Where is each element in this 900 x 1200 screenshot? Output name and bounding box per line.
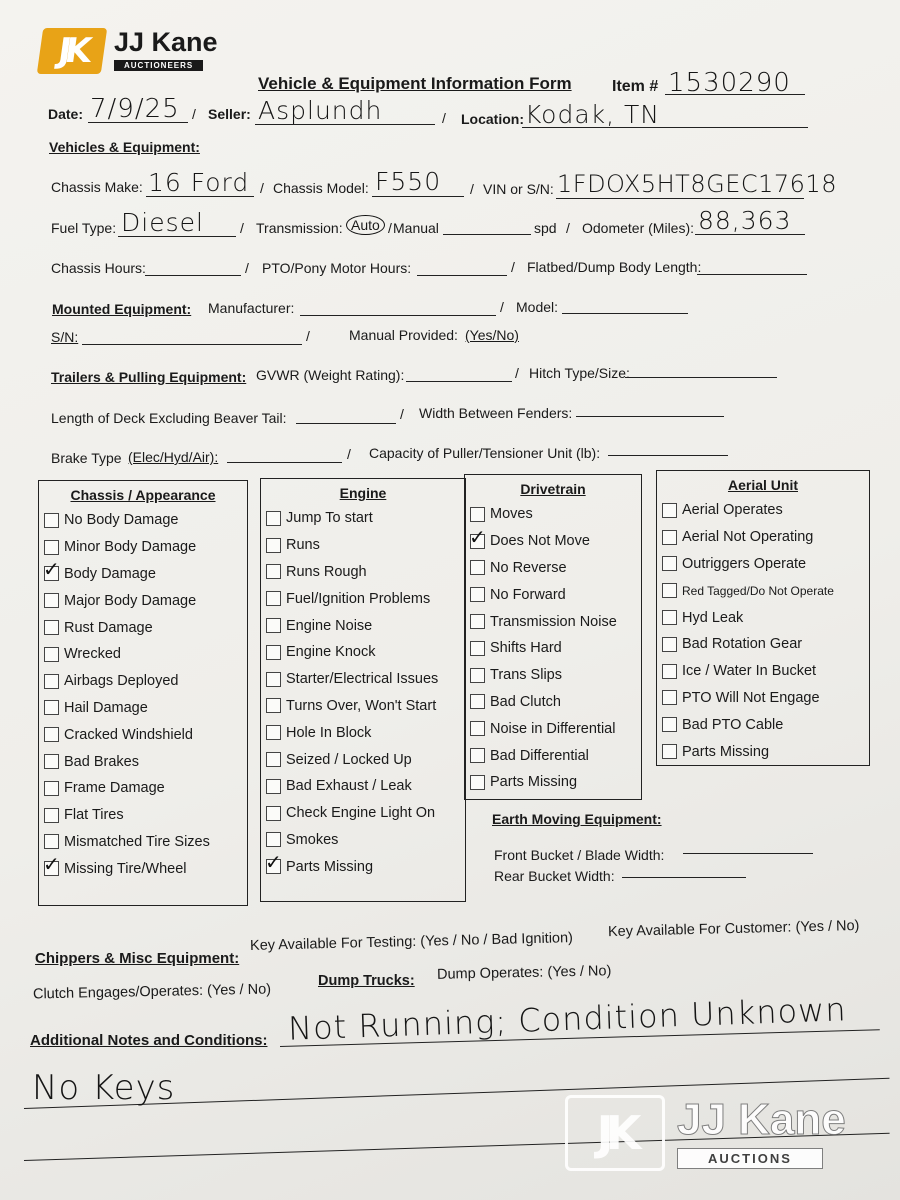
seller-label: Seller: <box>208 106 251 122</box>
checkbox-icon[interactable] <box>470 641 485 656</box>
checkbox-label: Shifts Hard <box>490 640 562 657</box>
drivetrain-item-2[interactable] <box>465 555 641 582</box>
rear-bucket-label: Rear Bucket Width: <box>494 868 615 884</box>
clutch-label[interactable]: Clutch Engages/Operates: (Yes / No) <box>32 981 272 1003</box>
form-paper: JK JJ Kane AUCTIONEERS Vehicle & Equipment Information Form Item # 1530290 Date: 7/9/25 / Seller: Asplundh / Location: Kodak, TN Vehicles & Equipment: Chassis Make: 16 Ford / Chassis Model: F550 / VIN or S/N: 1FDOX5HT8GEC17618 Fuel Type: Diesel / Transmission: Auto / Manual spd / Odometer (Miles): 88,363 Chassis Hours: / PTO/Pony Motor Hours: / Flatbed/Dump Body Length: Mounted Equipment: Manufacturer: / Model: S/N: / Manual Provided: (Yes/No) Trailers & Pulling Equipment: GVWR (Weight Rating): / Hitch Type/Size: Length of Deck Excluding Beaver Tail: / Width Between Fenders: Brake Type (Elec/Hyd/Air): / Capacity of Puller/Tensioner Unit (lb): Chassis / Appearance No Body Damage Minor Body Damage ✓ Body Damage Major Body Damage Rust Damage Wrecked Airbags Deployed Hail Damage Cracked Windshield Bad Brakes Frame Damage Flat Tires Mismatched Tire Sizes ✓ Missing Tire/Wheel Engine Jump To start Runs Runs Rough Fuel/Ignition Problems Engine Noise Engine Knock Starter/Electrical Issues Turns Over, Won't Start Hole In Block Seized / Locked Up Bad Exhaust / Leak Check Engine Light On Smokes ✓ Parts Missing Drivetrain Moves ✓ Does Not Move No Reverse No Forward Transmission Noise Shifts Hard Trans Slips Bad Clutch Noise in Differential Bad Differential Parts Missing Aerial Unit Aerial Operates Aerial Not Operating Outriggers Operate Red Tagged/Do Not Operate Hyd Leak Bad Rotation Gear Ice / Water In Bucket PTO Will Not Engage Bad PTO Cable Parts Missing Earth Moving Equipment: Front Bucket / Blade Width: Rear Bucket Width: Chippers & Misc Equipment: Key Available For Testing: (Yes / No / Bad Ignition) Key Available For Customer: (Yes / No) Clutch Engages/Operates: (Yes / No) Dump Trucks: Dump Operates: (Yes / No) Additional Notes and Conditions: Not Running; Condition Unknown No Keys JK JJ Kane AUCTIONS <box>0 0 900 1200</box>
checkbox-label: Missing Tire/Wheel <box>64 860 187 877</box>
checkbox-label: Bad PTO Cable <box>682 716 784 733</box>
engine-item-8[interactable] <box>261 719 465 746</box>
drivetrain-item-4[interactable] <box>465 608 641 635</box>
drivetrain-item-10[interactable] <box>465 769 641 796</box>
vin-value[interactable]: 1FDOX5HT8GEC17618 <box>557 170 837 198</box>
watermark-name: JJ Kane <box>677 1094 846 1144</box>
vin-label: VIN or S/N: <box>483 181 554 197</box>
checkbox-icon[interactable] <box>266 511 281 526</box>
location-value[interactable]: Kodak, TN <box>525 100 660 129</box>
engine-item-4[interactable] <box>261 612 465 639</box>
checkbox-icon[interactable] <box>662 503 677 518</box>
aerial-item-3[interactable] <box>657 577 869 604</box>
manual-provided-options[interactable]: (Yes/No) <box>465 327 519 343</box>
notes-line-2[interactable]: No Keys <box>32 1068 176 1108</box>
engine-box <box>260 478 466 902</box>
aerial-item-0[interactable] <box>657 497 869 524</box>
drivetrain-box <box>464 474 642 800</box>
chassis-make-value[interactable]: 16 Ford <box>148 168 250 197</box>
engine-item-7[interactable] <box>261 693 465 720</box>
chassis-item-4[interactable] <box>39 614 247 641</box>
checkbox-label: Red Tagged/Do Not Operate <box>682 583 834 598</box>
chassis-item-12[interactable] <box>39 829 247 856</box>
checkbox-icon[interactable] <box>44 754 59 769</box>
checkbox-icon[interactable] <box>44 674 59 689</box>
checkbox-icon[interactable] <box>470 507 485 522</box>
transmission-manual[interactable]: Manual <box>393 220 439 236</box>
manual-provided-label: Manual Provided: <box>349 327 458 343</box>
brake-type-label: Brake Type <box>51 450 122 466</box>
drivetrain-item-6[interactable] <box>465 662 641 689</box>
checkbox-label: Noise in Differential <box>490 720 616 737</box>
brake-type-options[interactable]: (Elec/Hyd/Air): <box>128 449 219 465</box>
checkbox-checked-icon[interactable] <box>44 566 59 581</box>
checkbox-icon[interactable] <box>470 587 485 602</box>
checkbox-icon[interactable] <box>44 593 59 608</box>
front-bucket-label: Front Bucket / Blade Width: <box>494 847 665 863</box>
checkbox-label: Hole In Block <box>286 724 372 741</box>
seller-value[interactable]: Asplundh <box>258 96 383 125</box>
spd-label: spd <box>534 220 557 236</box>
manufacturer-label: Manufacturer: <box>208 300 295 316</box>
aerial-item-8[interactable] <box>657 711 869 738</box>
checkbox-label: No Reverse <box>490 559 567 576</box>
checkbox-label: Fuel/Ignition Problems <box>286 590 431 607</box>
checkbox-label: Hail Damage <box>64 699 148 716</box>
aerial-unit-title: Aerial Unit <box>727 477 798 493</box>
checkbox-label: Major Body Damage <box>64 592 197 609</box>
checkbox-icon[interactable] <box>266 564 281 579</box>
fuel-type-label: Fuel Type: <box>51 220 117 236</box>
checkbox-checked-icon[interactable] <box>266 859 281 874</box>
notes-label: Additional Notes and Conditions: <box>30 1032 268 1049</box>
engine-item-11[interactable] <box>261 800 465 827</box>
chassis-item-0[interactable] <box>39 507 247 534</box>
checkbox-label: Bad Brakes <box>64 753 139 770</box>
checkbox-icon[interactable] <box>44 700 59 715</box>
checkbox-icon[interactable] <box>470 614 485 629</box>
drivetrain-item-9[interactable] <box>465 742 641 769</box>
checkbox-icon[interactable] <box>662 583 677 598</box>
drivetrain-title: Drivetrain <box>520 481 586 497</box>
checkbox-label: Flat Tires <box>64 807 124 824</box>
checkbox-label: Minor Body Damage <box>64 539 197 556</box>
odometer-label: Odometer (Miles): <box>582 220 695 236</box>
checkbox-icon[interactable] <box>470 668 485 683</box>
checkbox-label: Hyd Leak <box>682 609 744 626</box>
trailers-heading: Trailers & Pulling Equipment: <box>51 369 247 385</box>
chassis-item-6[interactable] <box>39 668 247 695</box>
checkbox-icon[interactable] <box>662 530 677 545</box>
checkbox-label: Bad Rotation Gear <box>682 636 803 653</box>
checkbox-label: Trans Slips <box>490 667 562 684</box>
checkbox-label: Bad Differential <box>490 747 589 764</box>
earth-moving-heading: Earth Moving Equipment: <box>492 811 662 827</box>
engine-item-2[interactable] <box>261 559 465 586</box>
checkbox-label: Seized / Locked Up <box>286 751 412 768</box>
checkbox-icon[interactable] <box>470 748 485 763</box>
checkbox-icon[interactable] <box>44 540 59 555</box>
dump-operates-label[interactable]: Dump Operates: (Yes / No) <box>436 963 612 983</box>
capacity-label: Capacity of Puller/Tensioner Unit (lb): <box>369 445 601 461</box>
jk-logo-mark: JK <box>37 28 107 74</box>
checkbox-icon[interactable] <box>44 647 59 662</box>
checkbox-label: No Body Damage <box>64 512 179 529</box>
checkbox-label: Jump To start <box>286 510 373 527</box>
chassis-hours-label: Chassis Hours: <box>51 260 146 276</box>
chassis-item-2[interactable] <box>39 561 247 588</box>
drivetrain-item-3[interactable] <box>465 581 641 608</box>
checkbox-icon[interactable] <box>44 513 59 528</box>
checkbox-label: Aerial Operates <box>682 502 783 519</box>
dump-trucks-heading: Dump Trucks: <box>318 973 415 989</box>
checkbox-label: Engine Noise <box>286 617 373 634</box>
checkbox-icon[interactable] <box>662 556 677 571</box>
checkbox-label: Runs <box>286 537 320 554</box>
engine-item-10[interactable] <box>261 773 465 800</box>
checkbox-checked-icon[interactable] <box>44 861 59 876</box>
chassis-item-5[interactable] <box>39 641 247 668</box>
checkbox-icon[interactable] <box>44 834 59 849</box>
date-label: Date: <box>48 106 84 122</box>
fender-width-label: Width Between Fenders: <box>419 405 573 421</box>
checkbox-icon[interactable] <box>44 727 59 742</box>
chassis-appearance-title: Chassis / Appearance <box>70 487 216 503</box>
drivetrain-item-1[interactable] <box>465 528 641 555</box>
checkbox-icon[interactable] <box>470 560 485 575</box>
checkbox-icon[interactable] <box>662 610 677 625</box>
checkbox-icon[interactable] <box>266 779 281 794</box>
checkbox-label: Transmission Noise <box>490 613 617 630</box>
drivetrain-item-0[interactable] <box>465 501 641 528</box>
jjkane-watermark <box>565 1095 846 1171</box>
checkbox-icon[interactable] <box>44 808 59 823</box>
checkbox-label: Starter/Electrical Issues <box>286 671 439 688</box>
transmission-auto-circled[interactable]: Auto <box>346 215 385 235</box>
checkbox-icon[interactable] <box>470 721 485 736</box>
gvwr-label: GVWR (Weight Rating): <box>256 367 405 383</box>
item-number-value[interactable]: 1530290 <box>668 68 791 98</box>
mounted-heading: Mounted Equipment: <box>52 301 192 317</box>
engine-item-0[interactable] <box>261 505 465 532</box>
checkbox-label: Wrecked <box>64 646 121 663</box>
aerial-item-4[interactable] <box>657 604 869 631</box>
location-label: Location: <box>461 111 524 127</box>
checkbox-icon[interactable] <box>266 672 281 687</box>
logo-name: JJ Kane <box>114 27 218 57</box>
checkbox-label: Body Damage <box>64 565 156 582</box>
checkbox-label: Moves <box>490 506 533 523</box>
checkbox-icon[interactable] <box>266 618 281 633</box>
flatbed-length-label: Flatbed/Dump Body Length: <box>527 259 702 275</box>
engine-item-6[interactable] <box>261 666 465 693</box>
checkbox-label: Airbags Deployed <box>64 673 179 690</box>
checkbox-icon[interactable] <box>266 538 281 553</box>
checkbox-checked-icon[interactable] <box>470 534 485 549</box>
drivetrain-item-8[interactable] <box>465 715 641 742</box>
notes-line-1[interactable]: Not Running; Condition Unknown <box>287 990 848 1048</box>
aerial-item-5[interactable] <box>657 631 869 658</box>
engine-item-13[interactable] <box>261 853 465 880</box>
checkbox-icon[interactable] <box>266 645 281 660</box>
checkbox-label: Outriggers Operate <box>682 555 807 572</box>
checkbox-icon[interactable] <box>470 694 485 709</box>
checkbox-label: Runs Rough <box>286 563 367 580</box>
item-label: Item # <box>612 78 659 95</box>
hitch-label: Hitch Type/Size: <box>529 365 630 381</box>
checkbox-label: Parts Missing <box>682 743 770 760</box>
chassis-item-8[interactable] <box>39 721 247 748</box>
checkbox-icon[interactable] <box>44 781 59 796</box>
model-label: Model: <box>516 299 559 315</box>
aerial-item-2[interactable] <box>657 551 869 578</box>
aerial-item-9[interactable] <box>657 738 869 765</box>
key-testing-label[interactable]: Key Available For Testing: (Yes / No / Bad Ignition) <box>249 930 574 954</box>
checkbox-icon[interactable] <box>266 832 281 847</box>
chassis-model-label: Chassis Model: <box>273 180 369 196</box>
checkbox-icon[interactable] <box>266 752 281 767</box>
chassis-item-9[interactable] <box>39 748 247 775</box>
deck-length-label: Length of Deck Excluding Beaver Tail: <box>51 410 287 426</box>
checkbox-icon[interactable] <box>662 717 677 732</box>
form-title: Vehicle & Equipment Information Form <box>258 74 572 93</box>
checkbox-label: Bad Clutch <box>490 693 561 710</box>
transmission-label: Transmission: <box>256 220 343 236</box>
chassis-item-3[interactable] <box>39 587 247 614</box>
checkbox-icon[interactable] <box>266 591 281 606</box>
pto-hours-label: PTO/Pony Motor Hours: <box>262 260 412 276</box>
watermark-subtitle: AUCTIONS <box>677 1148 823 1169</box>
chassis-item-1[interactable] <box>39 534 247 561</box>
drivetrain-item-5[interactable] <box>465 635 641 662</box>
key-customer-label[interactable]: Key Available For Customer: (Yes / No) <box>607 917 860 941</box>
checkbox-label: No Forward <box>490 586 566 603</box>
chassis-item-13[interactable] <box>39 855 247 882</box>
checkbox-label: Mismatched Tire Sizes <box>64 833 210 850</box>
checkbox-label: Parts Missing <box>490 774 578 791</box>
chassis-model-value[interactable]: F550 <box>375 167 442 196</box>
checkbox-label: Ice / Water In Bucket <box>682 663 817 680</box>
engine-item-1[interactable] <box>261 532 465 559</box>
drivetrain-item-7[interactable] <box>465 689 641 716</box>
checkbox-icon[interactable] <box>266 698 281 713</box>
aerial-unit-box <box>656 470 870 766</box>
aerial-item-1[interactable] <box>657 524 869 551</box>
engine-item-3[interactable] <box>261 585 465 612</box>
checkbox-icon[interactable] <box>266 725 281 740</box>
checkbox-icon[interactable] <box>662 637 677 652</box>
checkbox-label: Engine Knock <box>286 644 376 661</box>
checkbox-label: Aerial Not Operating <box>682 529 814 546</box>
odometer-value[interactable]: 88,363 <box>698 206 792 235</box>
chassis-item-11[interactable] <box>39 802 247 829</box>
checkbox-label: Check Engine Light On <box>286 805 436 822</box>
checkbox-label: Parts Missing <box>286 858 374 875</box>
engine-item-12[interactable] <box>261 827 465 854</box>
jjkane-logo <box>40 28 218 74</box>
checkbox-label: Turns Over, Won't Start <box>286 697 437 714</box>
checkbox-label: Smokes <box>286 831 339 848</box>
chippers-heading: Chippers & Misc Equipment: <box>35 950 240 967</box>
engine-item-9[interactable] <box>261 746 465 773</box>
date-value[interactable]: 7/9/25 <box>90 94 180 124</box>
chassis-item-7[interactable] <box>39 695 247 722</box>
checkbox-icon[interactable] <box>44 620 59 635</box>
sn-label: S/N: <box>51 329 79 345</box>
vehicles-heading: Vehicles & Equipment: <box>49 139 200 155</box>
logo-subtitle: AUCTIONEERS <box>114 60 203 71</box>
checkbox-icon[interactable] <box>266 806 281 821</box>
checkbox-icon[interactable] <box>470 775 485 790</box>
chassis-item-10[interactable] <box>39 775 247 802</box>
checkbox-label: Bad Exhaust / Leak <box>286 778 412 795</box>
checkbox-label: Does Not Move <box>490 533 590 550</box>
aerial-item-7[interactable] <box>657 685 869 712</box>
aerial-item-6[interactable] <box>657 658 869 685</box>
checkbox-label: Cracked Windshield <box>64 726 193 743</box>
chassis-appearance-box <box>38 480 248 906</box>
chassis-make-label: Chassis Make: <box>51 179 143 195</box>
fuel-type-value[interactable]: Diesel <box>121 208 204 237</box>
checkbox-label: Rust Damage <box>64 619 153 636</box>
watermark-mark: JK <box>565 1095 665 1171</box>
checkbox-icon[interactable] <box>662 744 677 759</box>
engine-title: Engine <box>339 485 387 501</box>
checkbox-label: Frame Damage <box>64 780 165 797</box>
checkbox-icon[interactable] <box>662 664 677 679</box>
checkbox-icon[interactable] <box>662 690 677 705</box>
engine-item-5[interactable] <box>261 639 465 666</box>
checkbox-label: PTO Will Not Engage <box>682 689 820 706</box>
